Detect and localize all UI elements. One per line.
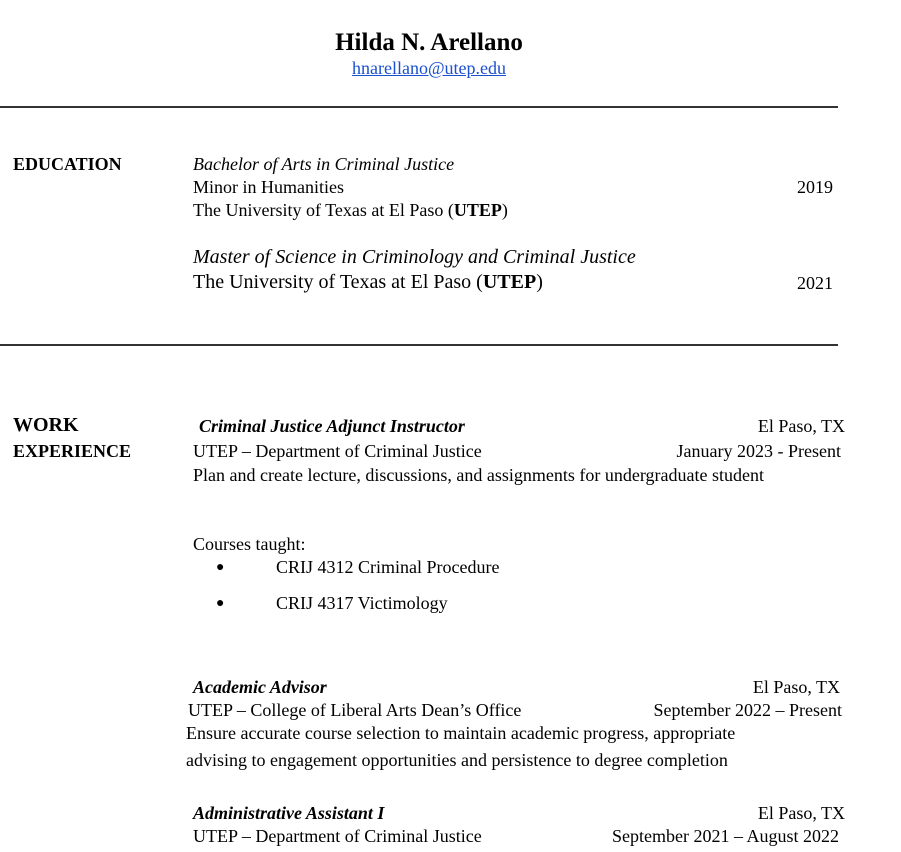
job-location: El Paso, TX [752,677,840,697]
school-name: The University of Texas at El Paso (UTEP) [193,200,508,220]
bullet-icon: ● [216,560,225,575]
job-dates: January 2023 - Present [676,441,841,461]
graduation-year: 2019 [797,177,833,197]
course-item: CRIJ 4317 Victimology [276,593,448,613]
courses-label: Courses taught: [193,534,306,554]
applicant-name: Hilda N. Arellano [335,29,523,56]
divider-top [0,106,838,108]
degree-title: Bachelor of Arts in Criminal Justice [193,154,455,174]
divider-middle [0,344,838,346]
degree-title: Master of Science in Criminology and Criminal Justice [193,246,636,268]
job-title: Academic Advisor [193,677,327,697]
job-title: Criminal Justice Adjunct Instructor [199,416,465,436]
minor-text: Minor in Humanities [193,177,344,197]
work-heading: WORK [13,414,79,436]
job-description: Plan and create lecture, discussions, and assignments for undergraduate student [193,465,765,485]
job-organization: UTEP – College of Liberal Arts Dean’s Office [188,700,522,720]
experience-heading: EXPERIENCE [13,441,132,461]
job-description: advising to engagement opportunities and persistence to degree completion [186,750,728,770]
bullet-icon: ● [216,596,225,611]
job-organization: UTEP – Department of Criminal Justice [193,441,482,461]
job-location: El Paso, TX [757,416,845,436]
job-location: El Paso, TX [757,803,845,823]
course-item: CRIJ 4312 Criminal Procedure [276,557,500,577]
job-title: Administrative Assistant I [193,803,385,823]
job-dates: September 2022 – Present [653,700,842,720]
education-heading: EDUCATION [13,154,122,174]
school-name: The University of Texas at El Paso (UTEP) [193,271,543,293]
email-link[interactable]: hnarellano@utep.edu [351,58,507,78]
job-organization: UTEP – Department of Criminal Justice [193,826,482,846]
job-dates: September 2021 – August 2022 [612,826,839,846]
graduation-year: 2021 [797,273,833,293]
job-description: Ensure accurate course selection to maintain academic progress, appropriate [186,723,736,743]
